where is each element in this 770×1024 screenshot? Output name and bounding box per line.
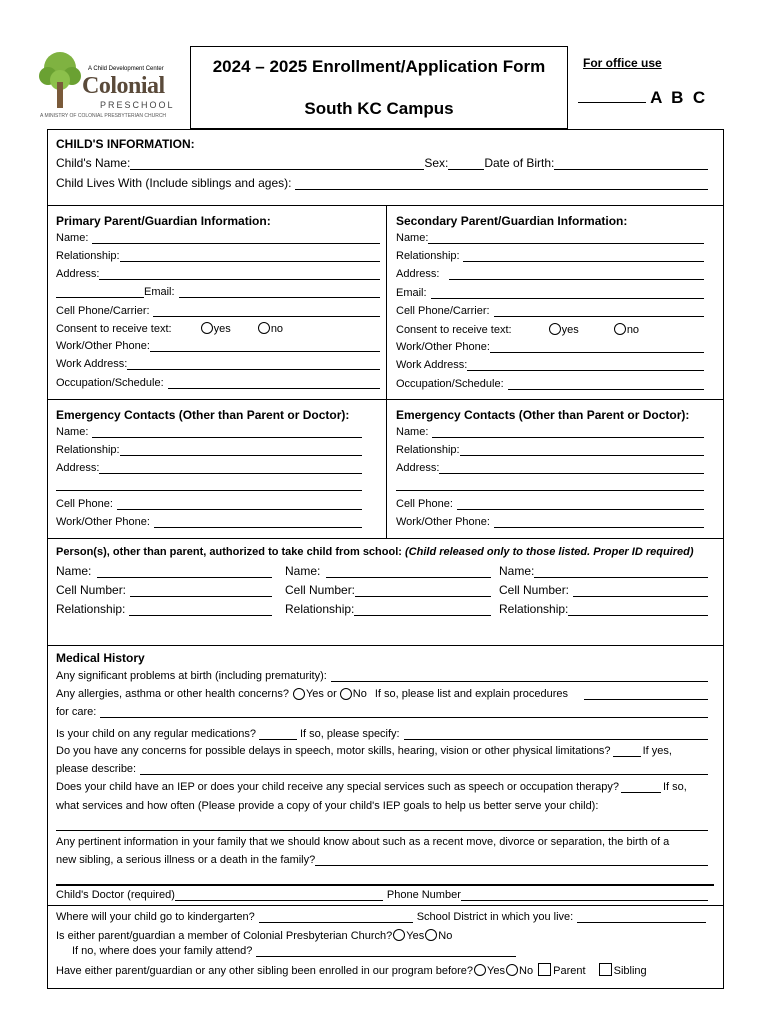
office-codes: A B C <box>578 88 705 108</box>
doctor-row <box>56 889 708 901</box>
blank-field[interactable] <box>534 567 708 578</box>
blank-field[interactable] <box>490 342 704 353</box>
em2-relationship <box>396 444 704 456</box>
field-label: Work Address: <box>56 358 128 370</box>
secondary-no-radio[interactable] <box>614 323 626 335</box>
blank-field[interactable] <box>259 729 297 740</box>
field-label: Cell Phone: <box>396 498 453 510</box>
em1-address <box>56 462 362 474</box>
doctor-divider <box>56 884 714 886</box>
med-q2-care <box>56 706 708 718</box>
enrolled-row <box>56 963 647 977</box>
field-label: Relationship: <box>499 602 569 616</box>
med-q4-describe <box>56 763 708 775</box>
primary-email <box>56 286 380 298</box>
blank-field[interactable] <box>396 480 704 491</box>
logo-tagline: A Child Development Center <box>88 66 164 72</box>
blank-field[interactable] <box>168 378 380 389</box>
blank-field[interactable] <box>494 517 704 528</box>
field-label: Relationship: <box>56 602 126 616</box>
field-label: No <box>519 965 534 977</box>
enrolled-yes-radio[interactable] <box>474 964 486 976</box>
blank-field[interactable] <box>130 586 272 597</box>
parent-divider <box>386 205 387 400</box>
parent-checkbox[interactable] <box>538 963 551 976</box>
field-label: Name: <box>285 564 321 578</box>
primary-work-phone <box>56 340 380 352</box>
auth-cell-3 <box>499 583 708 597</box>
field-label: Relationship: <box>285 602 355 616</box>
med-q5-services <box>56 800 708 812</box>
field-label: Sex: <box>424 156 449 170</box>
child-row-2 <box>56 176 708 190</box>
field-label: Cell Phone/Carrier: <box>396 305 490 317</box>
field-label: Name: <box>499 564 535 578</box>
auth-rel-2 <box>285 602 491 616</box>
field-label: Name: <box>56 426 89 438</box>
blank-field[interactable] <box>117 499 362 510</box>
field-label: Work/Other Phone: <box>396 516 490 528</box>
field-label: Relationship: <box>56 250 120 262</box>
field-label: Address: <box>396 462 440 474</box>
field-label: (Child released only to those listed. Proper ID required) <box>405 546 694 558</box>
tree-logo-icon <box>38 50 82 112</box>
blank-field[interactable] <box>256 946 516 957</box>
emergency1-heading: Emergency Contacts (Other than Parent or Doctor): <box>56 408 350 422</box>
field-label: for care: <box>56 706 97 718</box>
authorized-heading <box>56 546 694 558</box>
enrolled-no-radio[interactable] <box>506 964 518 976</box>
med-q5-line <box>56 820 708 831</box>
med-q6 <box>56 836 708 848</box>
em2-address <box>396 462 704 474</box>
blank-field[interactable] <box>573 586 708 597</box>
med-q4 <box>56 745 708 757</box>
field-label: yes <box>213 323 231 335</box>
field-label: Do you have any concerns for possible delays in speech, motor skills, hearing, vision or other physical limitations? <box>56 745 611 757</box>
medical-heading: Medical History <box>56 651 145 665</box>
med-q3 <box>56 728 708 740</box>
em1-cell <box>56 498 362 510</box>
blank-field[interactable] <box>56 287 144 298</box>
field-label: Yes <box>487 965 505 977</box>
blank-field[interactable] <box>331 671 708 682</box>
blank-field[interactable] <box>613 746 641 757</box>
em1-address-2 <box>56 480 362 491</box>
blank-field[interactable] <box>355 586 491 597</box>
blank-field[interactable] <box>127 359 380 370</box>
field-label: Occupation/Schedule: <box>56 377 164 389</box>
primary-heading: Primary Parent/Guardian Information: <box>56 214 271 228</box>
field-label: what services and how often (Please provide a copy of your child's IEP goals to help us better serve your child): <box>56 800 599 812</box>
field-label: no <box>270 323 284 335</box>
field-label: Child Lives With (Include siblings and ages): <box>56 176 292 190</box>
primary-cell <box>56 305 380 317</box>
doctor-bottom-line <box>47 905 724 906</box>
blank-field[interactable] <box>432 427 704 438</box>
blank-field[interactable] <box>150 341 380 352</box>
field-label: Cell Number: <box>56 583 127 597</box>
field-label: Any allergies, asthma or other health concerns? <box>56 688 289 700</box>
field-label: Yes or <box>305 688 337 700</box>
blank-field[interactable] <box>439 463 704 474</box>
blank-field[interactable] <box>92 233 380 244</box>
field-label: No <box>352 688 367 700</box>
field-label: Relationship: <box>396 444 460 456</box>
office-blank[interactable] <box>578 88 646 103</box>
blank-field[interactable] <box>326 567 491 578</box>
title-box <box>190 46 568 129</box>
doctor-phone-field[interactable] <box>461 890 708 901</box>
field-label: Parent <box>553 965 586 977</box>
blank-field[interactable] <box>494 306 704 317</box>
blank-field[interactable] <box>154 517 362 528</box>
child-row-1 <box>56 156 708 170</box>
field-label: Address: <box>56 268 100 280</box>
field-label: School District in which you live: <box>416 911 574 923</box>
child-heading: CHILD'S INFORMATION: <box>56 137 195 151</box>
field-label: Cell Number: <box>285 583 356 597</box>
blank-field[interactable] <box>259 912 413 923</box>
secondary-relationship <box>396 250 704 262</box>
field-label: If so, please specify: <box>299 728 400 740</box>
blank-field[interactable] <box>508 379 704 390</box>
secondary-email <box>396 287 704 299</box>
auth-rel-1 <box>56 602 272 616</box>
blank-field[interactable] <box>621 782 661 793</box>
blank-field[interactable] <box>97 567 272 578</box>
blank-field[interactable] <box>99 269 380 280</box>
campus-title: South KC Campus <box>304 99 454 118</box>
logo <box>38 48 188 120</box>
blank-field[interactable] <box>129 605 272 616</box>
med-q1 <box>56 670 708 682</box>
primary-relationship <box>56 250 380 262</box>
field-label: Name: <box>56 232 89 244</box>
blank-field[interactable] <box>99 463 362 474</box>
field-label: Phone Number <box>386 889 461 901</box>
field-label: Relationship: <box>396 250 460 262</box>
ifno-row <box>72 945 516 957</box>
field-label: Work Address: <box>396 359 468 371</box>
field-label: No <box>438 930 453 942</box>
em2-work <box>396 516 704 528</box>
secondary-name <box>396 232 704 244</box>
doctor-field[interactable] <box>175 890 383 901</box>
field-label: yes <box>561 324 579 336</box>
field-label: Child's Name: <box>56 156 131 170</box>
em2-address-2 <box>396 480 704 491</box>
auth-name-1 <box>56 564 272 578</box>
primary-work-address <box>56 358 380 370</box>
field-label: Work/Other Phone: <box>56 516 150 528</box>
blank-field[interactable] <box>449 269 704 280</box>
field-label: If so, please list and explain procedures <box>374 688 569 700</box>
emergency2-heading: Emergency Contacts (Other than Parent or Doctor): <box>396 408 690 422</box>
field-label: Any pertinent information in your family that we should know about such as a recent move, divorce or separation, the birth of a <box>56 836 670 848</box>
blank-field[interactable] <box>460 445 704 456</box>
child-dob-field[interactable] <box>554 159 708 170</box>
child-sex-field[interactable] <box>448 159 484 170</box>
field-label: Consent to receive text: <box>56 323 172 335</box>
blank-field[interactable] <box>467 360 704 371</box>
blank-field[interactable] <box>315 855 708 866</box>
office-use-label: For office use <box>583 56 662 70</box>
field-label: Have either parent/guardian or any other sibling been enrolled in our program before? <box>56 965 474 977</box>
kinder-row <box>56 911 706 923</box>
child-lives-field[interactable] <box>295 179 708 190</box>
blank-field[interactable] <box>457 499 704 510</box>
med-q2 <box>56 688 708 700</box>
field-label: Email: <box>144 286 175 298</box>
member-row <box>56 929 452 942</box>
primary-consent <box>56 322 283 335</box>
field-label: Address: <box>56 462 100 474</box>
field-label: Does your child have an IEP or does your child receive any special services such as speech or occupation therapy? <box>56 781 619 793</box>
blank-field[interactable] <box>120 251 380 262</box>
primary-yes-radio[interactable] <box>201 322 213 334</box>
member-no-radio[interactable] <box>425 929 437 941</box>
blank-field[interactable] <box>577 912 706 923</box>
blank-field[interactable] <box>56 480 362 491</box>
em1-name <box>56 426 362 438</box>
field-label: If no, where does your family attend? <box>72 945 253 957</box>
field-label: Yes <box>406 930 425 942</box>
med-q2-yes-radio[interactable] <box>293 688 305 700</box>
blank-field[interactable] <box>179 287 380 298</box>
field-label: If yes, <box>642 745 672 757</box>
field-label: Relationship: <box>56 444 120 456</box>
field-label: Where will your child go to kindergarten? <box>56 911 255 923</box>
emergency-divider <box>386 399 387 539</box>
blank-field[interactable] <box>354 605 491 616</box>
field-label: Cell Number: <box>499 583 570 597</box>
blank-field[interactable] <box>463 251 704 262</box>
sibling-checkbox[interactable] <box>599 963 612 976</box>
em2-name <box>396 426 704 438</box>
field-label: new sibling, a serious illness or a death in the family? <box>56 854 316 866</box>
secondary-work-phone <box>396 341 704 353</box>
field-label: Person(s), other than parent, authorized to take child from school: <box>56 546 402 558</box>
field-label: Name: <box>396 426 429 438</box>
field-label: Cell Phone: <box>56 498 113 510</box>
auth-cell-2 <box>285 583 491 597</box>
em1-work <box>56 516 362 528</box>
field-label: Sibling <box>613 965 647 977</box>
secondary-work-address <box>396 359 704 371</box>
em2-cell <box>396 498 704 510</box>
secondary-yes-radio[interactable] <box>549 323 561 335</box>
secondary-address <box>396 268 704 280</box>
em1-relationship <box>56 444 362 456</box>
secondary-cell <box>396 305 704 317</box>
auth-name-2 <box>285 564 491 578</box>
field-label: Email: <box>396 287 427 299</box>
primary-name <box>56 232 380 244</box>
primary-occupation <box>56 377 380 389</box>
med-q6-b <box>56 854 708 866</box>
secondary-consent <box>396 323 639 336</box>
auth-name-3 <box>499 564 708 578</box>
blank-field[interactable] <box>120 445 362 456</box>
field-label: no <box>626 324 640 336</box>
blank-field[interactable] <box>153 306 380 317</box>
field-label: Date of Birth: <box>484 156 555 170</box>
logo-sub: PRESCHOOL <box>100 100 175 110</box>
field-label: Any significant problems at birth (including prematurity): <box>56 670 327 682</box>
logo-ministry: A MINISTRY OF COLONIAL PRESBYTERIAN CHURCH <box>40 113 167 119</box>
field-label: Child's Doctor (required) <box>56 889 175 901</box>
blank-field[interactable] <box>431 288 704 299</box>
secondary-heading: Secondary Parent/Guardian Information: <box>396 214 628 228</box>
blank-field[interactable] <box>56 820 708 831</box>
blank-field[interactable] <box>92 427 362 438</box>
field-label: Is either parent/guardian a member of Colonial Presbyterian Church? <box>56 930 393 942</box>
field-label: Work/Other Phone: <box>396 341 490 353</box>
member-yes-radio[interactable] <box>393 929 405 941</box>
logo-name: Colonial <box>82 73 165 99</box>
primary-address <box>56 268 380 280</box>
form-title: 2024 – 2025 Enrollment/Application Form <box>212 57 546 76</box>
med-q2-no-radio[interactable] <box>340 688 352 700</box>
field-label: Name: <box>56 564 92 578</box>
primary-no-radio[interactable] <box>258 322 270 334</box>
auth-rel-3 <box>499 602 708 616</box>
field-label: Name: <box>396 232 429 244</box>
field-label: Work/Other Phone: <box>56 340 150 352</box>
field-label: Occupation/Schedule: <box>396 378 504 390</box>
field-label: Consent to receive text: <box>396 324 512 336</box>
field-label: If so, <box>662 781 687 793</box>
blank-field[interactable] <box>584 689 708 700</box>
field-label: Address: <box>396 268 440 280</box>
field-label: Is your child on any regular medications? <box>56 728 256 740</box>
auth-cell-1 <box>56 583 272 597</box>
field-label: Cell Phone/Carrier: <box>56 305 150 317</box>
blank-field[interactable] <box>404 729 708 740</box>
field-label: please describe: <box>56 763 137 775</box>
blank-field[interactable] <box>140 764 708 775</box>
blank-field[interactable] <box>428 233 704 244</box>
secondary-occupation <box>396 378 704 390</box>
med-q5 <box>56 781 708 793</box>
blank-field[interactable] <box>100 707 708 718</box>
blank-field[interactable] <box>568 605 708 616</box>
child-name-field[interactable] <box>130 159 424 170</box>
